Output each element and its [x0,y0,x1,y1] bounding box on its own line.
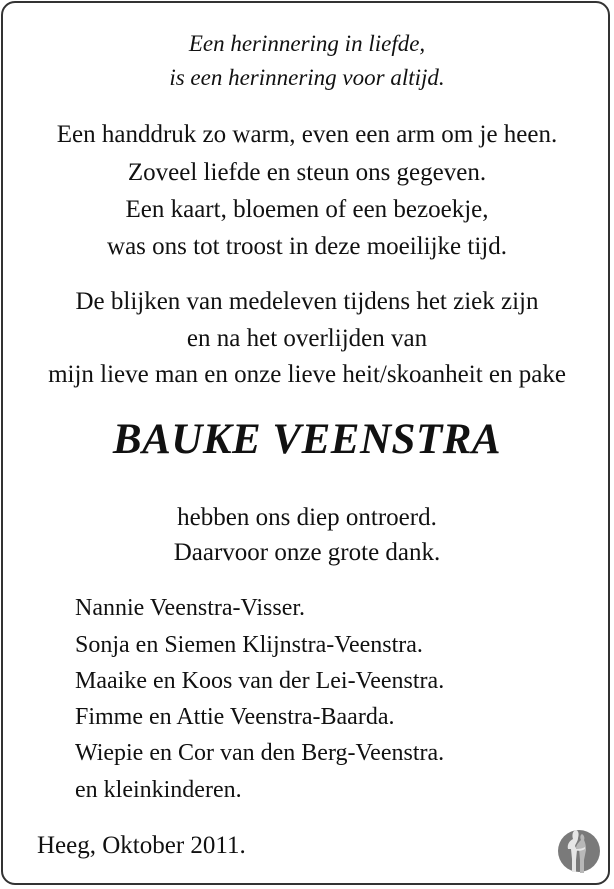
intro-line-2: en na het overlijden van [186,325,428,352]
intro-line-3: mijn lieve man en onze lieve heit/skoanheit en pake [48,361,566,388]
place-date: Heeg, Oktober 2011. [37,832,246,859]
family-member: en kleinkinderen. [75,777,242,803]
family-member: Fimme en Attie Veenstra-Baarda. [75,704,395,730]
poem-line-2: Zoveel liefde en steun ons gegeven. [127,159,487,186]
family-member: Sonja en Siemen Klijnstra-Veenstra. [75,632,423,658]
poem-line-3: Een kaart, bloemen of een bezoekje, [125,196,489,223]
motto-line-1: Een herinnering in liefde, [188,31,426,56]
deceased-name: BAUKE VEENSTRA [112,416,502,463]
family-member: Wiepie en Cor van den Berg-Veenstra. [75,740,445,766]
family-member: Nannie Veenstra-Visser. [75,595,306,621]
intro-line-1: De blijken van medeleven tijdens het ziek zijn [75,288,539,315]
family-member: Maaike en Koos van der Lei-Veenstra. [75,668,445,694]
poem-line-1: Een handdruk zo warm, even een arm om je heen. [56,121,558,148]
thanks-line-2: Daarvoor onze grote dank. [173,539,441,566]
motto-line-2: is een herinnering voor altijd. [169,65,445,90]
thanks-line-1: hebben ons diep ontroerd. [177,504,437,531]
embracing-people-icon [555,826,603,876]
poem-line-4: was ons tot troost in deze moeilijke tijd. [107,233,507,260]
